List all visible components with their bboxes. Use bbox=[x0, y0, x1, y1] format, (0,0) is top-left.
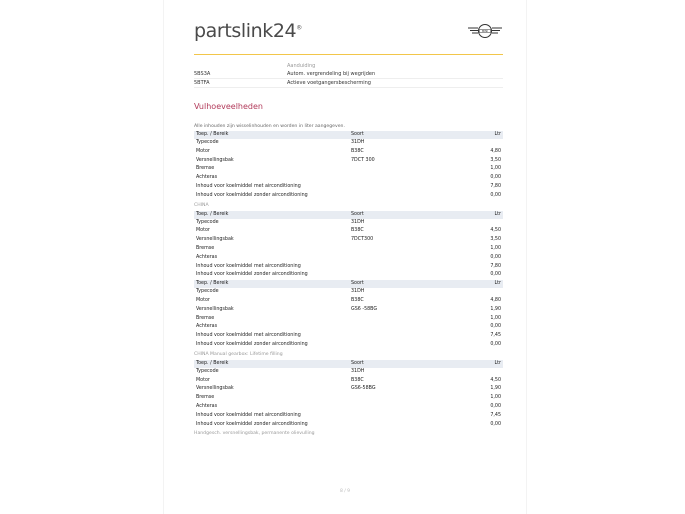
option-row: 5BS3A Autom. vergrendeling bij wegrijden bbox=[194, 70, 503, 79]
capacities-tables bbox=[194, 131, 503, 439]
table-row: Achteras 0,00 bbox=[196, 324, 501, 330]
option-code-table bbox=[194, 62, 503, 88]
svg-text:MINI: MINI bbox=[481, 28, 489, 33]
block-caption: CHINA bbox=[194, 202, 209, 208]
table-header: Toep. / Bereik Soort Ltr bbox=[196, 211, 501, 217]
table-row: Inhoud voor koelmiddel zonder airconditioning 0,00 bbox=[196, 421, 501, 427]
document-page bbox=[163, 0, 527, 514]
page-header bbox=[194, 20, 503, 56]
table-row: Typecode 31DH bbox=[196, 219, 365, 225]
table-row: Inhoud voor koelmiddel met airconditioning 7,45 bbox=[196, 333, 501, 339]
table-row: Typecode 31DH bbox=[196, 368, 365, 374]
table-row: Typecode 31DH bbox=[196, 289, 365, 295]
table-row: Inhoud voor koelmiddel zonder airconditioning 0,00 bbox=[196, 192, 501, 198]
block-caption: CHINA Manual gearbox: Lifetime filling bbox=[194, 351, 283, 357]
table-row: Achteras 0,00 bbox=[196, 403, 501, 409]
table-row: Versnellingsbak 7DCT300 3,50 bbox=[196, 237, 501, 243]
table-row: Inhoud voor koelmiddel zonder airconditioning 0,00 bbox=[196, 341, 501, 347]
option-row: 5BTFA Actieve voetgangersbescherming bbox=[194, 79, 503, 88]
table-header: Toep. / Bereik Soort Ltr bbox=[196, 281, 501, 287]
table-row: Motor B38C 4,80 bbox=[196, 148, 501, 154]
intro-note: Alle inhouden zijn wisselinhouden en worden in liter aangegeven. bbox=[194, 124, 345, 129]
table-row: Typecode 31DH bbox=[196, 140, 365, 145]
footer-note: Handgesch. versnellingsbak, permanente olievulling bbox=[194, 431, 315, 437]
table-row: Versnellingsbak GS6-58BG 1,90 bbox=[196, 386, 501, 392]
table-row: Motor B38C 4,80 bbox=[196, 297, 501, 303]
option-table-header: Aanduiding bbox=[287, 63, 316, 69]
table-row: Motor B38C 4,50 bbox=[196, 228, 501, 234]
partslink24-logo: partslink24® bbox=[194, 20, 302, 42]
table-row: Inhoud voor koelmiddel met airconditioning 7,80 bbox=[196, 263, 501, 269]
table-row: Bremse 1,00 bbox=[196, 245, 501, 251]
table-row: Bremse 1,00 bbox=[196, 315, 501, 321]
table-row: Achteras 0,00 bbox=[196, 254, 501, 260]
table-row: Versnellingsbak 7DCT 300 3,50 bbox=[196, 157, 501, 163]
table-row: Bremse 1,00 bbox=[196, 395, 501, 401]
section-title: Vulhoeveelheden bbox=[194, 102, 263, 111]
table-row: Versnellingsbak GS6 -58BG 1,90 bbox=[196, 306, 501, 312]
header-divider bbox=[194, 54, 503, 55]
table-row: Inhoud voor koelmiddel zonder airconditioning 0,00 bbox=[196, 272, 501, 278]
table-row: Achteras 0,00 bbox=[196, 175, 501, 181]
table-row: Inhoud voor koelmiddel met airconditioning 7,45 bbox=[196, 412, 501, 418]
table-row: Inhoud voor koelmiddel met airconditioning 7,80 bbox=[196, 183, 501, 189]
table-header: Toep. / Bereik Soort Ltr bbox=[196, 132, 501, 137]
page-number: 8 / 9 bbox=[339, 489, 351, 494]
mini-logo-icon bbox=[467, 22, 503, 40]
table-header: Toep. / Bereik Soort Ltr bbox=[196, 360, 501, 366]
table-row: Bremse 1,00 bbox=[196, 166, 501, 172]
table-row: Motor B38C 4,50 bbox=[196, 377, 501, 383]
